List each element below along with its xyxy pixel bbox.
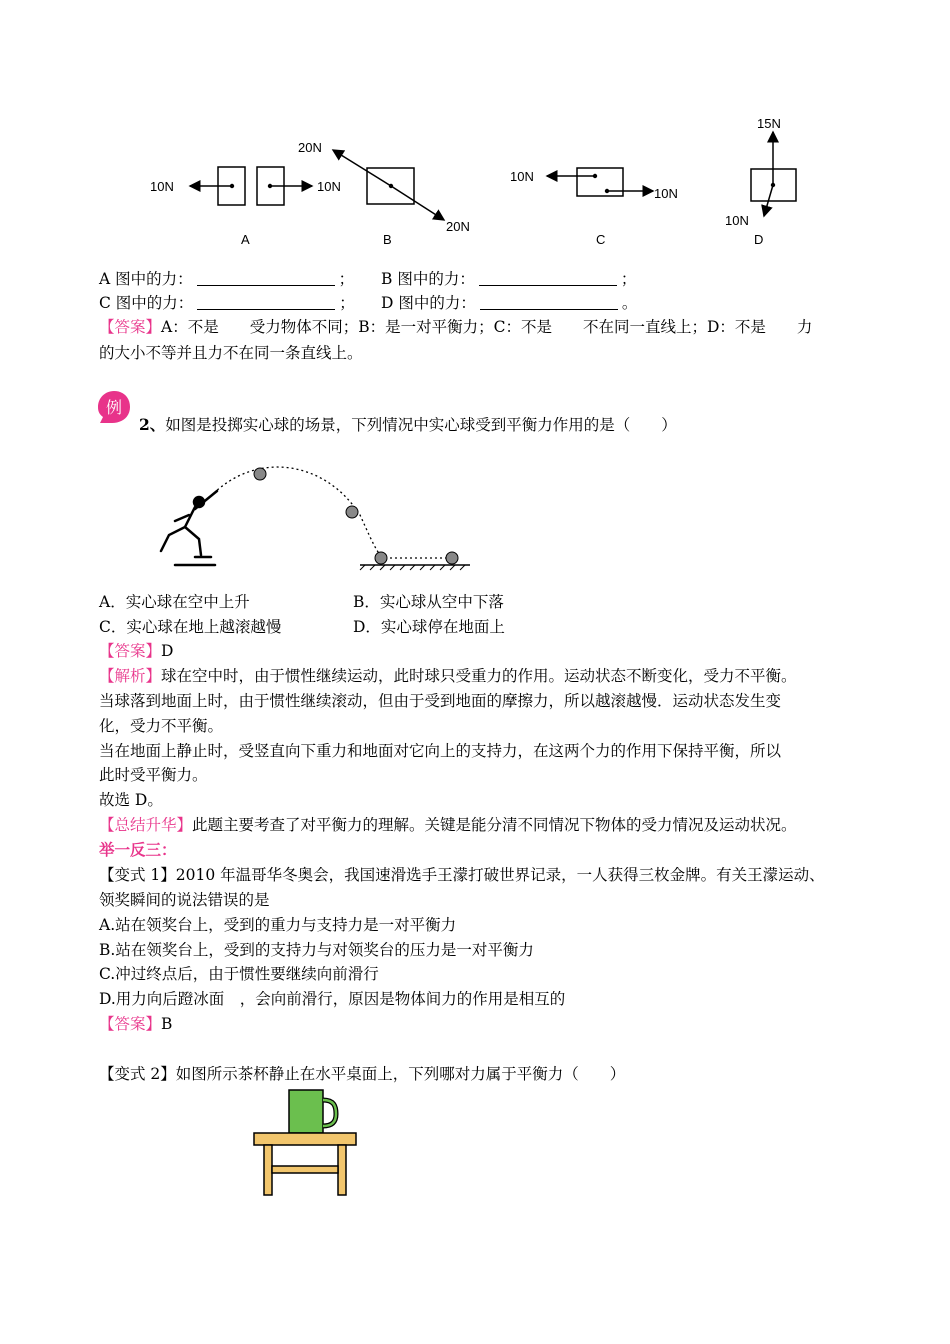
v1-answer	[99, 1013, 172, 1035]
q1-a-prompt: A 图中的力：	[99, 270, 193, 288]
answer-tag: 【答案】	[99, 1015, 162, 1033]
q2-answer	[99, 640, 173, 662]
answer-tag: 【答案】	[99, 642, 162, 660]
q1-answer-cont: 的大小不等并且力不在同一条直线上。	[99, 344, 363, 362]
v1-answer-value: B	[161, 1015, 173, 1033]
practice-heading: 举一反三：	[99, 840, 177, 859]
v1-text: 2010 年温哥华冬奥会，我国速滑选手王濛打破世界记录，一人获得三枚金牌。有关王濛运动、	[175, 866, 825, 884]
v1-tag: 【变式 1】	[99, 866, 176, 884]
v1-option-d[interactable]: D.用力向后蹬冰面 ，会向前滑行，原因是物体间力的作用是相互的	[99, 990, 566, 1008]
b-bottom-force: 20N	[446, 219, 470, 234]
q2-answer-value: D	[161, 642, 174, 660]
shotput-figure	[155, 455, 475, 575]
a-left-force: 10N	[150, 179, 174, 194]
diagram-c	[510, 168, 678, 247]
analysis-line-2: 当球落到地面上时，由于惯性继续滚动，但由于受到地面的摩擦力，所以越滚越慢．运动状态发生变	[99, 692, 782, 710]
analysis-line-6: 故选 D。	[99, 791, 163, 809]
d-label: D	[754, 232, 764, 247]
q1-c-blank[interactable]	[197, 293, 335, 310]
q1-b-blank[interactable]	[479, 269, 617, 286]
b-top-force: 20N	[298, 140, 322, 155]
v1-line-2: 领奖瞬间的说法错误的是	[99, 891, 270, 909]
analysis-line-3: 化，受力不平衡。	[99, 717, 224, 735]
v1-line-1	[99, 864, 825, 886]
a-label: A	[241, 232, 250, 247]
q1-row-d	[381, 292, 637, 314]
summary-text: 此题主要考查了对平衡力的理解。关键是能分清不同情况下物体的受力情况及运动状况。	[192, 816, 797, 834]
q1-a-blank[interactable]	[197, 269, 335, 286]
c-left-force: 10N	[510, 169, 534, 184]
q2-question	[139, 414, 677, 436]
v1-option-c[interactable]: C.冲过终点后，由于惯性要继续向前滑行	[99, 965, 379, 983]
diagram-d	[725, 116, 796, 247]
summary	[99, 814, 797, 836]
b-label: B	[383, 232, 392, 247]
q2-text: 如图是投掷实心球的场景，下列情况中实心球受到平衡力作用的是（ ）	[165, 416, 677, 434]
analysis-tag: 【解析】	[99, 667, 162, 685]
d-up-force: 15N	[757, 116, 781, 131]
force-diagrams	[140, 108, 820, 250]
option-a[interactable]: A．实心球在空中上升	[99, 593, 250, 611]
q2-number: 2、	[139, 415, 166, 434]
c-label: C	[596, 232, 606, 247]
v1-option-a[interactable]: A.站在领奖台上，受到的重力与支持力是一对平衡力	[99, 916, 457, 934]
answer-tag: 【答案】	[99, 318, 162, 336]
q1-sep: ；	[339, 294, 355, 312]
q1-sep: ；	[620, 270, 637, 288]
option-d[interactable]: D．实心球停在地面上	[353, 618, 505, 636]
example-badge-icon	[97, 390, 131, 424]
analysis-text: 球在空中时，由于惯性继续运动，此时球只受重力的作用。运动状态不断变化，受力不平衡。	[161, 667, 797, 685]
v1-option-b[interactable]: B.站在领奖台上，受到的支持力与对领奖台的压力是一对平衡力	[99, 941, 534, 959]
q1-row-c	[99, 292, 355, 314]
analysis-line-1	[99, 665, 797, 687]
q1-b-prompt: B 图中的力：	[381, 270, 475, 288]
v2-tag: 【变式 2】	[99, 1065, 176, 1083]
diagram-a	[150, 167, 341, 247]
q1-answer-text: A：不是 受力物体不同；B：是一对平衡力；C：不是 不在同一直线上；D：不是 力	[161, 318, 813, 336]
option-c[interactable]: C．实心球在地上越滚越慢	[99, 618, 282, 636]
q1-row-ab	[99, 268, 354, 290]
svg-text:例: 例	[106, 398, 123, 417]
a-right-force: 10N	[317, 179, 341, 194]
q1-d-prompt: D 图中的力：	[381, 294, 476, 312]
analysis-line-5: 此时受平衡力。	[99, 766, 208, 784]
summary-tag: 【总结升华】	[99, 816, 193, 834]
c-right-force: 10N	[654, 186, 678, 201]
q1-end: 。	[621, 294, 638, 312]
v2-question	[99, 1063, 625, 1085]
d-down-force: 10N	[725, 213, 749, 228]
cup-table-figure	[250, 1088, 360, 1198]
q1-row-b	[381, 268, 636, 290]
analysis-line-4: 当在地面上静止时，受竖直向下重力和地面对它向上的支持力，在这两个力的作用下保持平衡，所以	[99, 742, 782, 760]
v2-text: 如图所示茶杯静止在水平桌面上，下列哪对力属于平衡力（ ）	[175, 1065, 626, 1083]
q1-answer	[99, 316, 812, 338]
q1-c-prompt: C 图中的力：	[99, 294, 194, 312]
q1-sep: ；	[338, 270, 355, 288]
option-b[interactable]: B．实心球从空中下落	[353, 593, 504, 611]
q1-d-blank[interactable]	[480, 293, 618, 310]
